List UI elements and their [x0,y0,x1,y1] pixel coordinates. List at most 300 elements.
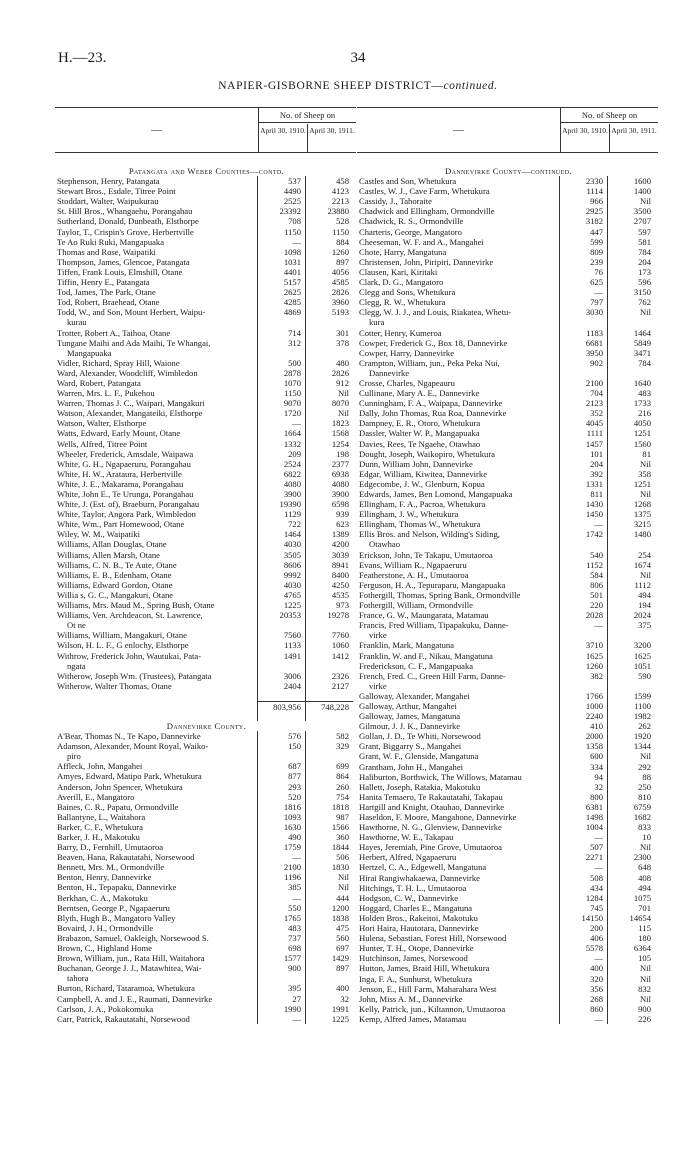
total-1911: 748,228 [305,701,353,711]
owner-name: Hawthorne, N. G., Glenview, Dannevirke [359,822,502,833]
owner-name: Featherstone, A. H., Umutaoroa [359,569,469,580]
sheep-1911: 4200 [305,539,353,549]
owner-name: Trotter, Robert A., Taihoa, Otane [57,327,171,338]
sheep-1910: 1332 [257,439,305,449]
sheep-1911: 762 [607,297,655,307]
owner-cell [357,923,559,933]
owner-name: Watson, Alexander, Mangateiki, Elsthorpe [57,408,203,419]
table-row [357,822,658,832]
owner-name: Blyth, Hugh B., Mangatoro Valley [57,912,176,923]
sheep-1911: 494 [607,883,655,893]
left-column [55,107,356,1024]
owner-cell [357,196,559,206]
sheep-1910: 800 [559,792,607,802]
owner-cell [357,671,559,691]
sheep-1911: 1982 [607,711,655,721]
table-row [357,1014,658,1024]
owner-name: Ellingham, F. A., Pacroa, Whetukura [359,499,486,510]
owner-name: Warren, Thomas J. C., Waipari, Mangakuri [57,398,205,409]
sheep-1911: 32 [305,994,353,1004]
sheep-1910: 209 [257,449,305,459]
table-row [55,782,356,792]
owner-name: Cowper, Frederick G., Box 18, Dannevirke [359,337,508,348]
sheep-1911: 597 [607,227,655,237]
sheep-1911: Nil [607,307,655,327]
owner-name: Hertzel, C. A., Edgewell, Mangatuna [359,862,487,873]
table-row [55,206,356,216]
owner-cell [357,509,559,519]
owner-cell [357,620,559,640]
table-row [55,1014,356,1024]
table-row [55,368,356,378]
table-row [55,378,356,388]
owner-cell [357,600,559,610]
table-row [357,206,658,216]
table-row [55,812,356,822]
sheep-1911: Nil [607,963,655,973]
owner-cell [55,893,257,903]
sheep-1911: 1844 [305,842,353,852]
spacer-row [55,691,356,701]
owner-name: Beaven, Hana, Rakautatahi, Norsewood [57,852,195,863]
owner-name: Edgecombe, J. W., Glenburn, Kopua [359,478,485,489]
sheep-1910: 1630 [257,822,305,832]
owner-cell [357,994,559,1004]
sheep-1910: 797 [559,297,607,307]
owner-name: Withrow, Frederick John, Wautukai, Pata- [57,650,202,661]
sheep-1911: 1375 [607,509,655,519]
sheep-1911: 897 [305,257,353,267]
sheep-1910: 3950 [559,348,607,358]
sheep-1910: 722 [257,519,305,529]
owner-name: Hoggard, Charles E., Mangatuna [359,902,473,913]
sheep-1910: 3505 [257,550,305,560]
owner-name: Berkhan, C. A., Makotuku [57,892,148,903]
owner-name: Ballantyne, L., Waitahora [57,811,146,822]
table-row [55,519,356,529]
table-row [357,388,658,398]
sheep-1910: 507 [559,842,607,852]
owner-cell [55,489,257,499]
owner-name: A'Bear, Thomas N., Te Kapo, Dannevirke [57,731,201,742]
owner-name: Hitchings, T. H. L., Umutaoroa [359,882,467,893]
section-heading-text: Dannevirke County. [166,720,247,731]
owner-cell [55,903,257,913]
sheep-1910: 490 [257,832,305,842]
sheep-1910: 1766 [559,691,607,701]
sheep-1911: Nil [607,489,655,499]
owner-name: Hodgson, C. W., Dannevirke [359,892,459,903]
table-row [55,802,356,812]
sheep-1910: 1070 [257,378,305,388]
owner-cell [357,984,559,994]
sheep-1911: 88 [607,772,655,782]
owner-name: Hutton, James, Braid Hill, Whetukura [359,963,490,974]
sheep-1911: 10 [607,832,655,842]
owner-cell [55,842,257,852]
sheep-1911: 1268 [607,499,655,509]
sheep-1910: 809 [559,247,607,257]
name-column-header: — [151,124,162,136]
owner-name: Evans, William R., Ngapaeruru [359,559,467,570]
page-header [58,50,658,70]
sheep-1911: 1640 [607,378,655,388]
sheep-1910: 1129 [257,509,305,519]
owner-cell [357,893,559,903]
table-row [55,176,356,186]
owner-name: Castles and Son, Whetukura [359,176,457,187]
sheep-1911: Nil [305,388,353,398]
sheep-1910: 2100 [257,862,305,872]
sheep-1910: 76 [559,267,607,277]
sheep-1910: — [257,237,305,247]
owner-name: Chadwick and Ellingham, Ormondville [359,206,495,217]
owner-cell [357,661,559,671]
sheep-1911: 360 [305,832,353,842]
sheep-1910: 483 [257,923,305,933]
owner-name: Burton, Richard, Tataramoa, Whetukura [57,983,195,994]
table-row [55,630,356,640]
owner-cell [357,913,559,923]
sheep-1910: 1093 [257,812,305,822]
owner-name: Galloway, James, Mangatuna [359,711,461,722]
sheep-1910: 1196 [257,872,305,882]
owner-cell [357,883,559,893]
table-row [357,509,658,519]
owner-cell [357,489,559,499]
sheep-1911: 623 [305,519,353,529]
table-row [357,570,658,580]
sheep-1910: 1133 [257,640,305,650]
owner-cell [55,792,257,802]
owner-name: Taylor, T., Crispin's Grove, Herbertville [57,226,194,237]
sheep-1911: 973 [305,600,353,610]
owner-name-continued: kurau [67,317,87,328]
spacer [257,691,305,701]
owner-name: Williams, Mrs. Maud M., Spring Bush, Otane [57,600,215,611]
owner-name: Hallett, Joseph, Ratakia, Makotuku [359,781,481,792]
sheep-1910: 687 [257,761,305,771]
owner-cell [357,287,559,297]
owner-name: Brown, William, jun., Rata Hill, Waitahora [57,953,205,964]
table-row [357,741,658,751]
owner-name: Baines, C. R., Papatu, Ormondville [57,801,179,812]
sheep-1911: 23880 [305,206,353,216]
table-row [357,832,658,842]
owner-cell [357,782,559,792]
table-row [357,519,658,529]
sheep-1911: Nil [305,872,353,882]
table-row [357,610,658,620]
sheep-1911: 939 [305,509,353,519]
table-row [357,560,658,570]
owner-name: Hunter, T. H., Otope, Dannevirke [359,943,474,954]
sheep-1910: 94 [559,772,607,782]
sheep-1910: 1720 [257,408,305,418]
sheep-1910: 537 [257,176,305,186]
owner-name: Cunningham, F. A., Waipapa, Dannevirke [359,398,503,409]
owner-name: Watts, Edward, Early Mount, Otane [57,428,181,439]
owner-name-continued: Dannevirke [369,367,410,378]
sheep-1910: 745 [559,903,607,913]
sheep-1911: 2300 [607,852,655,862]
sheep-1910: 2123 [559,398,607,408]
table-row [357,237,658,247]
table-row [357,590,658,600]
total-label [55,701,257,711]
sheep-1911: 1150 [305,227,353,237]
table-row [55,479,356,489]
table-row [55,509,356,519]
sheep-1910: 1577 [257,953,305,963]
sheep-1910: 2878 [257,368,305,378]
owner-name: Thomas and Rose, Waipatiki [57,246,156,257]
sheep-1910: 1114 [559,186,607,196]
sheep-1911: 3900 [305,489,353,499]
owner-name: Te Ao Ruki Ruki, Mangapuaka [57,236,165,247]
owner-cell [55,196,257,206]
owner-cell [55,267,257,277]
owner-name-continued: ngata [67,660,86,671]
table-row [357,691,658,701]
sheep-1911: 1480 [607,529,655,549]
owner-name: Crampton, William, jun., Peka Peka Nui, [359,357,500,368]
owner-cell [357,418,559,428]
total-1910: 803,956 [257,701,305,711]
owner-name: Clausen, Kari, Kiritaki [359,266,438,277]
owner-cell [55,186,257,196]
owner-cell [357,519,559,529]
sheep-1911: 1051 [607,661,655,671]
table-row [357,328,658,338]
owner-cell [55,338,257,358]
owner-name: Francis, Fred William, Tipapakuku, Danne- [359,620,509,631]
sheep-1910: 385 [257,882,305,892]
sheep-1910: 23392 [257,206,305,216]
sheep-1911: 1400 [607,186,655,196]
owner-name: Campbell, A. and J. E., Raumati, Dannevirke [57,993,213,1004]
table-row [55,307,356,327]
sheep-1910: 1816 [257,802,305,812]
sheep-1911: 81 [607,449,655,459]
sheep-1911: 8070 [305,398,353,408]
sheep-1910: 2000 [559,731,607,741]
owner-cell [357,277,559,287]
table-row [357,711,658,721]
owner-name: Clegg and Sons, Whetukura [359,287,456,298]
sheep-1911: 897 [305,963,353,983]
owner-name: Berntsen, George P., Ngapaeruru [57,902,170,913]
sheep-1910: 806 [559,580,607,590]
owner-name-continued: piro [67,751,81,762]
sheep-1911: 4123 [305,186,353,196]
owner-name: Fothergill, Thomas, Spring Bank, Ormondville [359,589,521,600]
sheep-1911: 4080 [305,479,353,489]
owner-cell [55,933,257,943]
table-row [55,186,356,196]
owner-name: Hirai Rangiwhakaewa, Dannevirke [359,872,480,883]
owner-name: Vidler, Richard, Spray Hill, Waione [57,357,180,368]
table-row [55,539,356,549]
owner-cell [357,176,559,186]
sheep-1911: 6759 [607,802,655,812]
table-row [357,227,658,237]
table-row [55,398,356,408]
owner-cell [357,610,559,620]
sheep-1911: 3500 [607,206,655,216]
owner-cell [357,731,559,741]
sheep-1910: 860 [559,1004,607,1014]
sheep-1911: 6364 [607,943,655,953]
sheep-1910: 500 [257,358,305,368]
owner-cell [357,348,559,358]
sheep-1911: 1225 [305,1014,353,1024]
sheep-1910: 1742 [559,529,607,549]
sheep-1911: 4535 [305,590,353,600]
table-row [357,378,658,388]
sheep-count-group-header: No. of Sheep on [561,110,658,123]
owner-cell [357,560,559,570]
sheep-1911: 400 [305,983,353,993]
owner-name: Witherow, Walter Thomas, Otane [57,680,172,691]
left-table-body [55,166,356,1024]
sheep-1910: 3030 [559,307,607,327]
table-row [357,974,658,984]
table-row [357,469,658,479]
title-continued: continued. [443,80,498,92]
sheep-1910: 576 [257,731,305,741]
sheep-1910: 1498 [559,812,607,822]
owner-name: French, Fred. C., Green Hill Farm, Danne- [359,670,506,681]
owner-cell [357,257,559,267]
sheep-1911: 864 [305,771,353,781]
title-main: NAPIER-GISBORNE SHEEP DISTRICT— [218,80,444,92]
owner-name: Herbert, Alfred, Ngapaeruru [359,852,457,863]
table-row [55,671,356,681]
table-row [55,842,356,852]
sheep-1911: 2377 [305,459,353,469]
owner-name: Tod, James, The Park, Otane [57,287,156,298]
sheep-1911: 1260 [305,247,353,257]
owner-cell [357,186,559,196]
sheep-1910: 400 [559,963,607,973]
sheep-1910: 1664 [257,428,305,438]
sheep-1911: 3471 [607,348,655,358]
table-row [55,923,356,933]
sheep-1910: 625 [559,277,607,287]
table-row [55,610,356,630]
sheep-1911: 1200 [305,903,353,913]
sheep-1910: 966 [559,196,607,206]
owner-cell [55,378,257,388]
spacer-row [55,711,356,721]
sheep-1910: 737 [257,933,305,943]
sheep-1910: 540 [559,550,607,560]
sheep-1910: 220 [559,600,607,610]
table-row [55,994,356,1004]
owner-cell [55,640,257,650]
sheep-1911: 4056 [305,267,353,277]
owner-name: Edgar, William, Kiwitea, Dannevirke [359,468,488,479]
table-row [357,408,658,418]
sheep-1911: 1733 [607,398,655,408]
sheep-1910: 395 [257,983,305,993]
sheep-1911: 105 [607,953,655,963]
sheep-1911: 3150 [607,287,655,297]
owner-cell [55,176,257,186]
table-row [55,227,356,237]
owner-cell [55,983,257,993]
sheep-1910: 1150 [257,227,305,237]
table-row [55,570,356,580]
owner-cell [55,469,257,479]
owner-name: Williams, Allan Douglas, Otane [57,539,167,550]
sheep-1910: 4490 [257,186,305,196]
table-row [357,580,658,590]
sheep-1910: 508 [559,873,607,883]
sheep-1910: 8606 [257,560,305,570]
sheep-1910: 410 [559,721,607,731]
sheep-1911: 1100 [607,701,655,711]
owner-cell [357,1004,559,1014]
table-row [55,913,356,923]
sheep-1910: 4045 [559,418,607,428]
table-row [357,449,658,459]
sheep-1911: 701 [607,903,655,913]
sheep-1911: Nil [607,751,655,761]
sheep-1911: 4585 [305,277,353,287]
sheep-1911: 754 [305,792,353,802]
owner-cell [55,529,257,539]
sheep-1910: — [257,893,305,903]
owner-cell [55,651,257,671]
table-row [55,832,356,842]
owner-name: Kemp, Alfred James, Matamau [359,1013,467,1024]
sheep-1911: 1075 [607,893,655,903]
sheep-1911: 254 [607,550,655,560]
table-row [357,782,658,792]
owner-cell [55,1014,257,1024]
table-row [357,176,658,186]
owner-cell [55,206,257,216]
owner-name: Grantham, John H., Mangahei [359,761,464,772]
spacer [55,711,257,721]
table-row [55,428,356,438]
owner-cell [357,449,559,459]
owner-cell [357,358,559,378]
owner-cell [55,963,257,983]
sheep-1910: 268 [559,994,607,1004]
owner-name: Ferguson, H. A., Tepuraparu, Mangapuaka [359,579,506,590]
owner-name: Chadwick, R. S., Ormondville [359,216,464,227]
owner-cell [357,469,559,479]
owner-cell [357,328,559,338]
owner-name: Chote, Harry, Mangatuna [359,246,447,257]
owner-cell [55,943,257,953]
section-heading [55,166,356,176]
sheep-1910: — [559,953,607,963]
spacer [55,691,257,701]
owner-name: Gilmour, J. J. K., Dannevirke [359,721,461,732]
sheep-1911: 1344 [607,741,655,751]
owner-name: Averill, E., Mangatoro [57,791,135,802]
sheep-1911: Nil [305,882,353,892]
owner-name: Ward, Robert, Patangata [57,377,141,388]
owner-name: Davies, Rees, Te Ngaehe, Otawhao [359,438,481,449]
sheep-1910: 550 [257,903,305,913]
sheep-1910: 2625 [257,287,305,297]
owner-name: Dunn, William John, Dannevirke [359,458,473,469]
